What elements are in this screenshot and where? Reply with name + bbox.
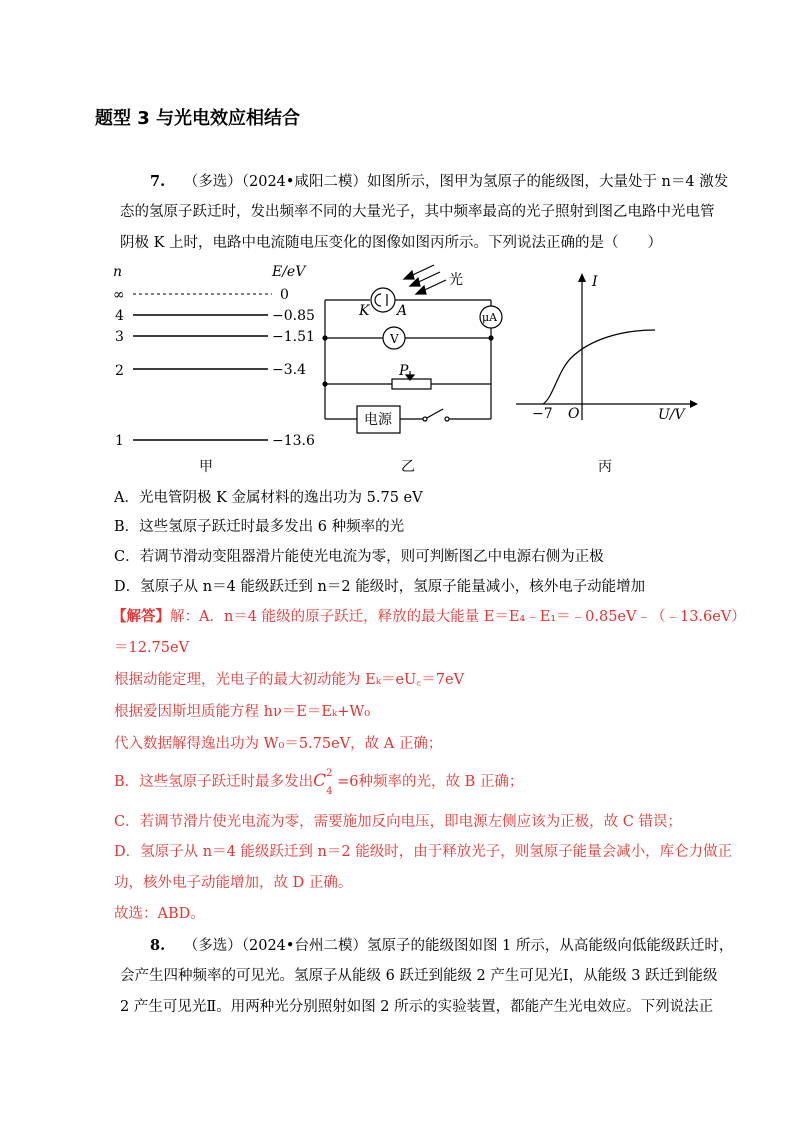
answer-choose: 故选：ABD。 xyxy=(114,906,205,922)
answer-b-pre: B．这些氢原子跃迁时最多发出 xyxy=(114,774,314,790)
bing-y-label: I xyxy=(592,274,598,290)
q8-line2: 会产生四种频率的可见光。氢原子从能级 6 跃迁到能级 2 产生可见光Ⅰ，从能级 3 跃迁到能级 xyxy=(120,968,718,984)
answer-tag: 【解答】 xyxy=(112,608,170,625)
bing-curve xyxy=(543,330,655,404)
junction-left-v xyxy=(323,336,327,340)
q7-option-b: B．这些氢原子跃迁时最多发出 6 种频率的光 xyxy=(114,519,405,535)
q7-option-a: A．光电管阴极 K 金属材料的逸出功为 5.75 eV xyxy=(114,490,423,506)
source-label: 电源 xyxy=(364,412,392,428)
combination-symbol xyxy=(313,768,337,797)
q7-line3: 阴极 K 上时，电路中电流随电压变化的图像如图丙所示。下列说法正确的是（ ） xyxy=(120,235,663,251)
ua-label: μA xyxy=(482,311,498,324)
junction-right-v xyxy=(489,336,493,340)
bing-origin: O xyxy=(568,406,580,422)
switch-contact xyxy=(445,417,449,421)
bing-x-label: U/V xyxy=(658,407,685,423)
q8-line1 xyxy=(150,936,733,956)
jia-e-label: E/eV xyxy=(272,264,306,280)
answer-a-line5: 代入数据解得逸出功为 W₀＝5.75eV，故 A 正确； xyxy=(114,736,443,752)
switch-pivot xyxy=(423,417,427,421)
a-label: A xyxy=(397,303,408,319)
level-3-n: 3 xyxy=(115,329,124,345)
figure-jia xyxy=(113,264,315,475)
answer-a-line4: 根据爱因斯坦质能方程 hν＝E＝Eₖ+W₀ xyxy=(114,704,371,720)
combination-sup: 2 xyxy=(326,768,333,779)
q8-line1-text: （多选）（2024•台州二模）氢原子的能级图如图 1 所示，从高能级向低能级跃迁时， xyxy=(183,938,734,954)
level-inf-n: ∞ xyxy=(113,287,125,303)
bing-tick: −7 xyxy=(532,406,553,422)
q7-line2: 态的氢原子跃迁时，发出频率不同的大量光子，其中频率最高的光子照射到图乙电路中光电管 xyxy=(120,204,715,220)
figure-yi xyxy=(323,265,502,433)
junction-left-rheo xyxy=(323,382,327,386)
answer-b-post: =6种频率的光，故 B 正确； xyxy=(337,774,524,790)
q7-number: 7. xyxy=(150,173,166,190)
light-arrow-2 xyxy=(416,286,426,294)
level-2-e: −3.4 xyxy=(272,362,306,378)
level-1-n: 1 xyxy=(115,433,124,449)
q7-option-c: C．若调节滑动变阻器滑片能使光电流为零，则可判断图乙中电源右侧为正极 xyxy=(114,549,604,565)
level-3-e: −1.51 xyxy=(272,329,315,345)
level-4-e: −0.85 xyxy=(272,308,315,324)
light-arrow-3 xyxy=(404,271,414,279)
level-4-n: 4 xyxy=(115,308,124,324)
k-label: K xyxy=(359,303,370,319)
level-2-n: 2 xyxy=(115,363,124,379)
answer-a-line1-text: 解：A．n＝4 能级的原子跃迁，释放的最大能量 E＝E₄﹣E₁＝﹣0.85eV﹣（﹣13.6eV） xyxy=(170,609,746,625)
p-label: P xyxy=(399,363,409,379)
level-inf-e: 0 xyxy=(280,287,289,303)
bing-x-arrow xyxy=(690,400,698,408)
q7-line1-text: （多选）（2024•咸阳二模）如图所示，图甲为氢原子的能级图，大量处于 n＝4 激发 xyxy=(183,174,729,190)
v-label: V xyxy=(390,332,399,346)
bing-caption: 丙 xyxy=(598,459,612,475)
q8-line3: 2 产生可见光Ⅱ。用两种光分别照射如图 2 所示的实验装置，都能产生光电效应。下列说法正 xyxy=(120,999,714,1015)
jia-caption: 甲 xyxy=(199,459,213,475)
answer-d-line2: 功，核外电子动能增加，故 D 正确。 xyxy=(114,875,353,891)
yi-caption: 乙 xyxy=(401,459,415,475)
switch-blade xyxy=(425,409,443,419)
q8-number: 8. xyxy=(150,937,166,954)
section-title: 题型 3 与光电效应相结合 xyxy=(95,108,301,129)
q7-option-d: D．氢原子从 n＝4 能级跃迁到 n＝2 能级时，氢原子能量减小，核外电子动能增加 xyxy=(114,579,646,595)
answer-c-line: C．若调节滑片使光电流为零，需要施加反向电压，即电源左侧应该为正极，故 C 错误； xyxy=(114,814,682,830)
answer-a-line1 xyxy=(112,607,746,627)
answer-a-line2: ＝12.75eV xyxy=(114,640,190,656)
answer-b-line xyxy=(114,768,524,797)
light-label: 光 xyxy=(449,272,463,288)
combination-c: C xyxy=(313,771,327,791)
jia-n-label: n xyxy=(113,264,123,280)
bing-y-arrow xyxy=(578,273,586,282)
level-1-e: −13.6 xyxy=(272,433,315,449)
rheostat xyxy=(392,379,431,389)
figure-bing xyxy=(516,273,698,475)
answer-a-line3: 根据动能定理，光电子的最大初动能为 Eₖ＝eU꜀＝7eV xyxy=(114,672,465,688)
combination-sub: 4 xyxy=(326,786,333,797)
answer-d-line1: D．氢原子从 n＝4 能级跃迁到 n＝2 能级时，由于释放光子，则氢原子能量会减小，库仑力做正 xyxy=(114,844,733,860)
